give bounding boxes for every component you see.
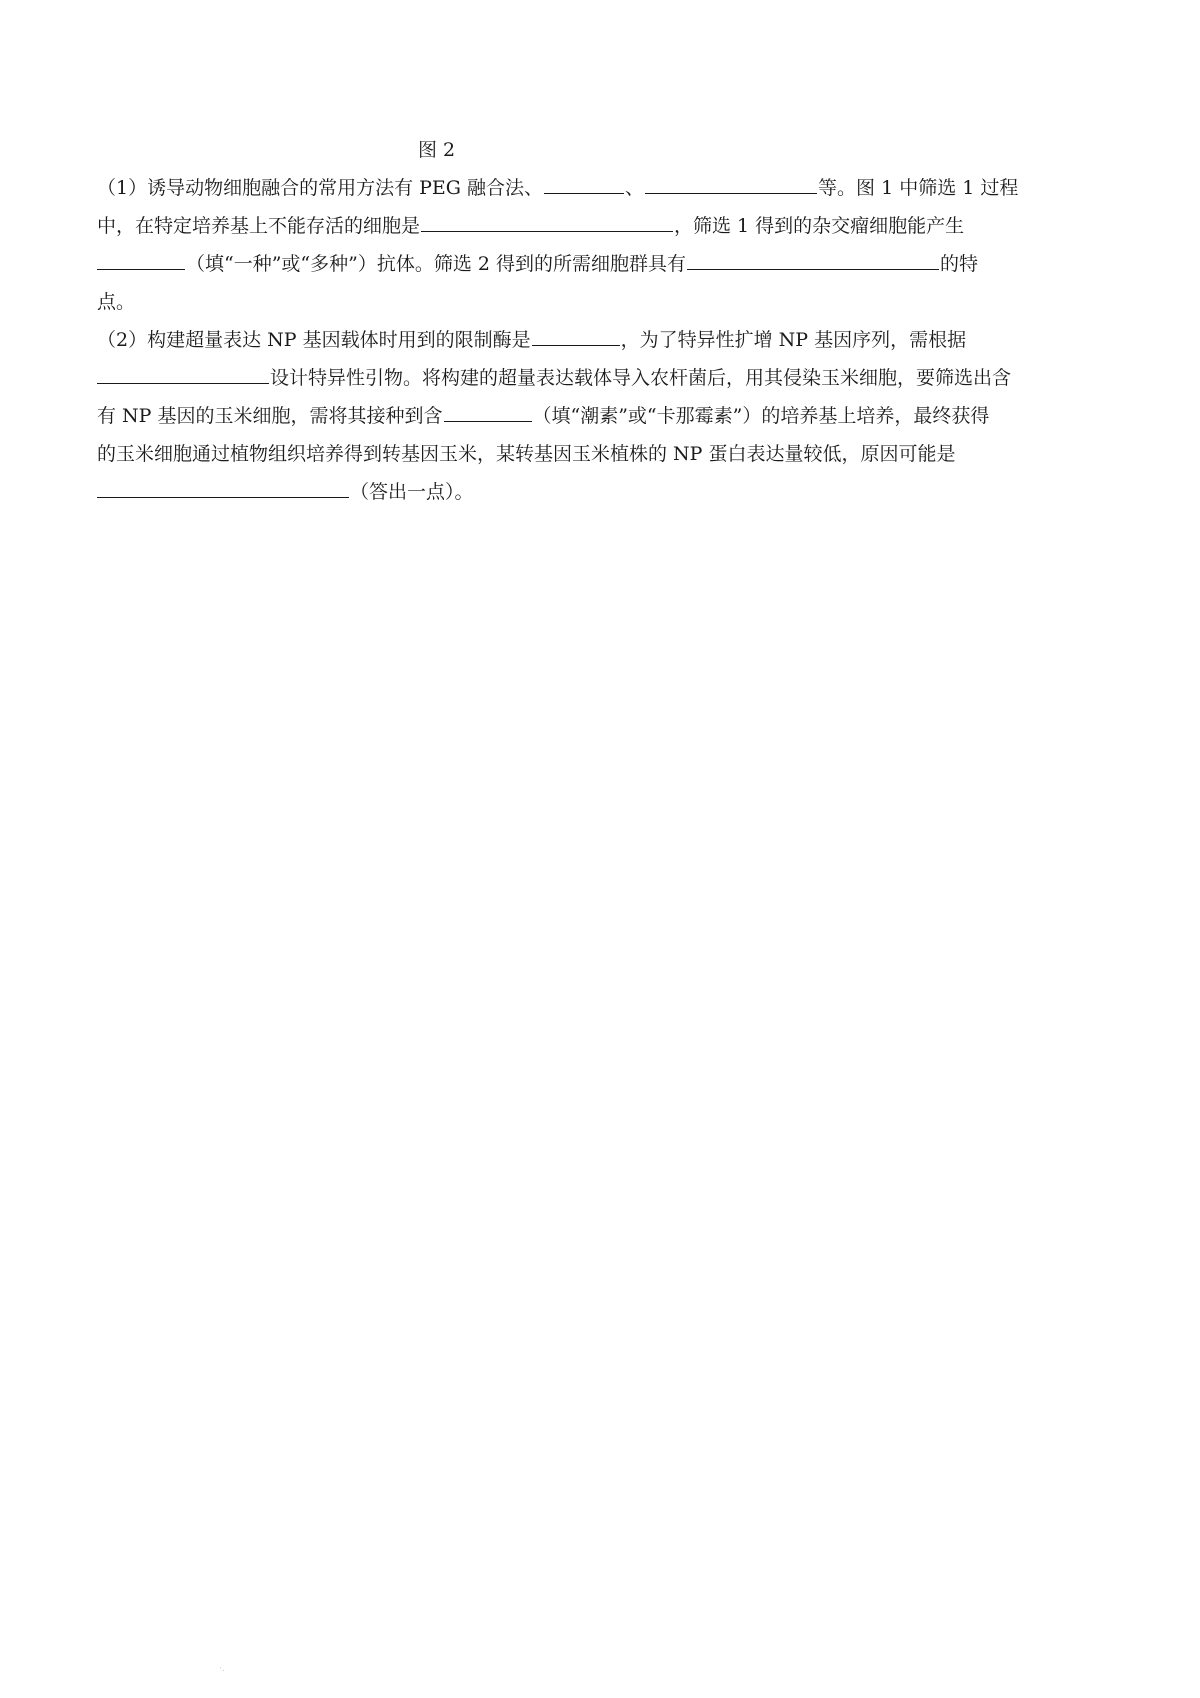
- q2-blank-restriction-enzyme[interactable]: [532, 327, 620, 346]
- q2-text: （答出一点）。: [350, 481, 474, 503]
- footer-mark: ·.: [219, 1664, 225, 1674]
- q1-line-4: [97, 289, 135, 315]
- q1-line-1: [97, 175, 1018, 201]
- q2-line-4: [97, 441, 956, 467]
- q1-line-2: [97, 213, 964, 239]
- q1-line-3: [97, 251, 978, 277]
- q2-blank-primer-basis[interactable]: [97, 365, 269, 384]
- q1-text: 的特: [940, 253, 979, 275]
- q2-text: 的玉米细胞通过植物组织培养得到转基因玉米，某转基因玉米植株的 NP 蛋白表达量较低，原因可能是: [97, 443, 956, 465]
- q1-blank-method-2[interactable]: [645, 175, 817, 194]
- q1-text: 、: [625, 177, 645, 199]
- q2-text: 设计特异性引物。将构建的超量表达载体导入农杆菌后，用其侵染玉米细胞，要筛选出含: [270, 367, 1012, 389]
- q2-blank-reason[interactable]: [97, 479, 349, 498]
- q1-blank-antibody-kind[interactable]: [97, 251, 185, 270]
- q2-text: （填“潮素”或“卡那霉素”）的培养基上培养，最终获得: [532, 405, 990, 427]
- q1-blank-cell-feature[interactable]: [687, 251, 939, 270]
- q2-text: ，为了特异性扩增 NP 基因序列，需根据: [620, 329, 967, 351]
- q1-blank-dead-cells[interactable]: [421, 213, 673, 232]
- q2-line-5: [97, 479, 474, 505]
- q2-text: （2）构建超量表达 NP 基因载体时用到的限制酶是: [97, 329, 531, 351]
- q1-text: （1）诱导动物细胞融合的常用方法有 PEG 融合法、: [97, 177, 544, 199]
- q1-text: 等。图 1 中筛选 1 过程: [818, 177, 1019, 199]
- figure-caption: 图 2: [418, 139, 456, 161]
- q2-line-3: [97, 403, 989, 429]
- q2-blank-antibiotic[interactable]: [444, 403, 532, 422]
- q1-text: 点。: [97, 291, 136, 313]
- q1-text: （填“一种”或“多种”）抗体。筛选 2 得到的所需细胞群具有: [186, 253, 687, 275]
- q2-line-1: [97, 327, 966, 353]
- q1-text: 中，在特定培养基上不能存活的细胞是: [97, 215, 421, 237]
- q1-text: ，筛选 1 得到的杂交瘤细胞能产生: [674, 215, 965, 237]
- q2-line-2: [97, 365, 1011, 391]
- q2-text: 有 NP 基因的玉米细胞，需将其接种到含: [97, 405, 443, 427]
- q1-blank-method-1[interactable]: [544, 175, 624, 194]
